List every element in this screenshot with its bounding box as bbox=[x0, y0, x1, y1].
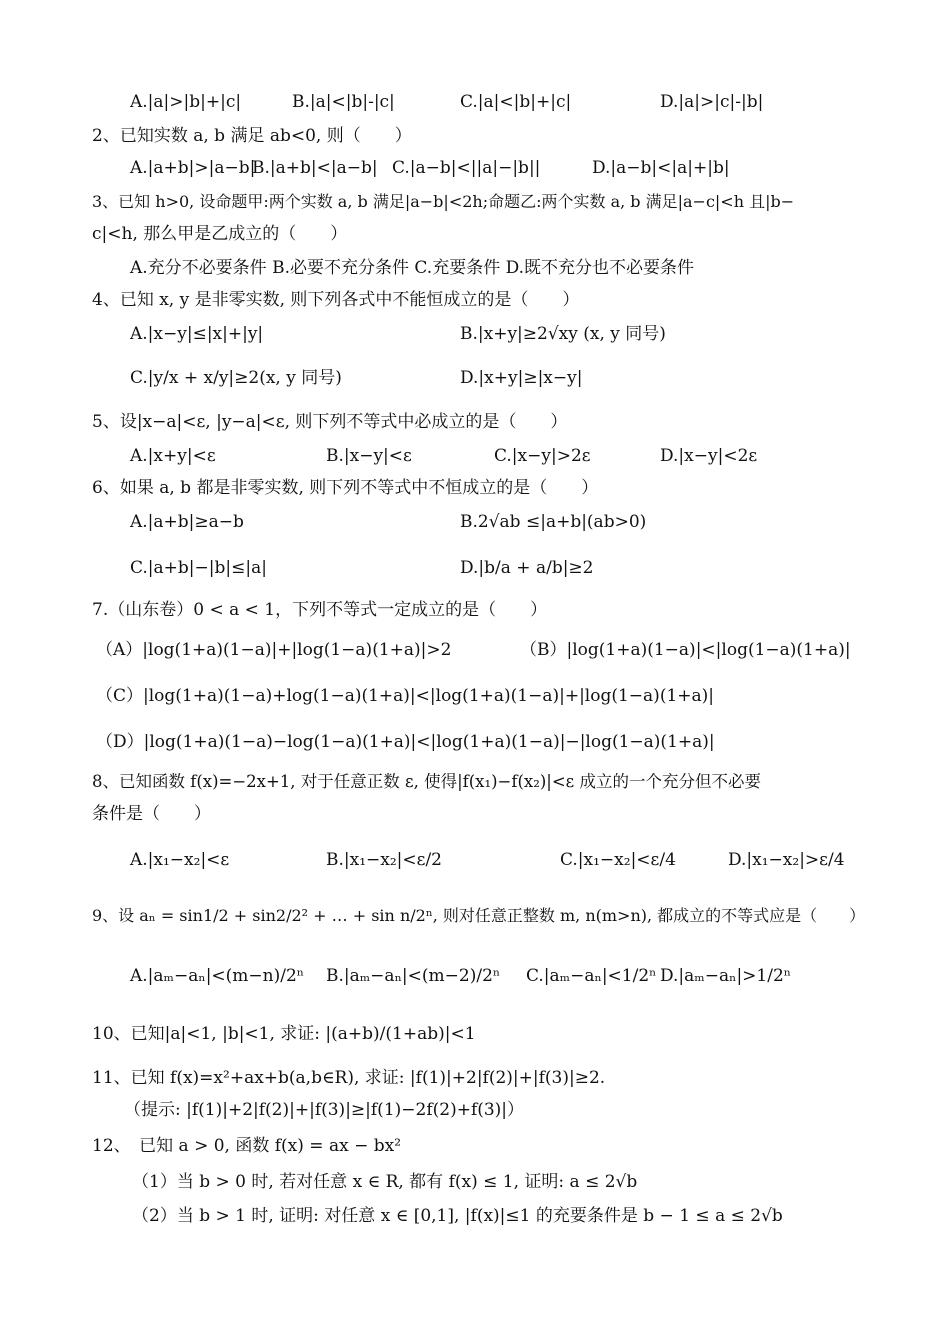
q5-stem: 5、设|x−a|<ε, |y−a|<ε, 则下列不等式中必成立的是（ ） bbox=[92, 412, 568, 432]
q6-option-c: C.|a+b|−|b|≤|a| bbox=[130, 558, 267, 578]
q7-option-b: （B）|log(1+a)(1−a)|<|log(1−a)(1+a)| bbox=[520, 640, 851, 660]
q12-stem: 12、 已知 a > 0, 函数 f(x) = ax − bx² bbox=[92, 1136, 402, 1156]
q8-option-d: D.|x₁−x₂|>ε/4 bbox=[728, 850, 845, 870]
q4-option-c: C.|y/x + x/y|≥2(x, y 同号) bbox=[130, 368, 342, 388]
q2-option-c: C.|a−b|<||a|−|b|| bbox=[392, 158, 541, 178]
q5-option-c: C.|x−y|>2ε bbox=[494, 446, 591, 466]
q4-stem: 4、已知 x, y 是非零实数, 则下列各式中不能恒成立的是（ ） bbox=[92, 290, 580, 310]
q9-option-c: C.|aₘ−aₙ|<1/2ⁿ bbox=[526, 966, 657, 986]
q4-option-a: A.|x−y|≤|x|+|y| bbox=[130, 324, 264, 344]
q2-option-b: B.|a+b|<|a−b| bbox=[252, 158, 378, 178]
q7-stem: 7.（山东卷）0 < a < 1，下列不等式一定成立的是（ ） bbox=[92, 600, 548, 620]
q3-stem-line2: c|<h, 那么甲是乙成立的（ ） bbox=[92, 224, 348, 244]
q9-option-b: B.|aₘ−aₙ|<(m−2)/2ⁿ bbox=[326, 966, 501, 986]
q3-stem-line1: 3、已知 h>0, 设命题甲:两个实数 a, b 满足|a−b|<2h;命题乙:两个实数 a, b 满足|a−c|<h 且|b− bbox=[92, 192, 795, 211]
q5-option-a: A.|x+y|<ε bbox=[130, 446, 216, 466]
q8-option-b: B.|x₁−x₂|<ε/2 bbox=[326, 850, 442, 870]
q1-option-d: D.|a|>|c|-|b| bbox=[660, 92, 764, 112]
q10-stem: 10、已知|a|<1, |b|<1, 求证: |(a+b)/(1+ab)|<1 bbox=[92, 1024, 476, 1044]
q5-option-b: B.|x−y|<ε bbox=[326, 446, 412, 466]
q4-option-b: B.|x+y|≥2√xy (x, y 同号) bbox=[460, 324, 666, 344]
q6-stem: 6、如果 a, b 都是非零实数, 则下列不等式中不恒成立的是（ ） bbox=[92, 478, 599, 498]
q9-option-a: A.|aₘ−aₙ|<(m−n)/2ⁿ bbox=[130, 966, 305, 986]
q9-option-d: D.|aₘ−aₙ|>1/2ⁿ bbox=[660, 966, 792, 986]
q2-option-a: A.|a+b|>|a−b| bbox=[130, 158, 256, 178]
q7-option-d: （D）|log(1+a)(1−a)−log(1−a)(1+a)|<|log(1+a)(1−a)|−|log(1−a)(1+a)| bbox=[96, 732, 715, 752]
q7-option-a: （A）|log(1+a)(1−a)|+|log(1−a)(1+a)|>2 bbox=[96, 640, 452, 660]
q6-option-d: D.|b/a + a/b|≥2 bbox=[460, 558, 594, 578]
q11-hint: （提示: |f(1)|+2|f(2)|+|f(3)|≥|f(1)−2f(2)+f(3)|） bbox=[124, 1100, 525, 1120]
q12-part1: （1）当 b > 0 时, 若对任意 x ∈ R, 都有 f(x) ≤ 1, 证明: a ≤ 2√b bbox=[132, 1172, 638, 1192]
q6-option-a: A.|a+b|≥a−b bbox=[130, 512, 244, 532]
q1-option-b: B.|a|<|b|-|c| bbox=[292, 92, 395, 112]
q2-stem: 2、已知实数 a, b 满足 ab<0, 则（ ） bbox=[92, 126, 412, 146]
q5-option-d: D.|x−y|<2ε bbox=[660, 446, 758, 466]
q12-part2: （2）当 b > 1 时, 证明: 对任意 x ∈ [0,1], |f(x)|≤1 的充要条件是 b − 1 ≤ a ≤ 2√b bbox=[132, 1206, 783, 1226]
q11-stem: 11、已知 f(x)=x²+ax+b(a,b∈R), 求证: |f(1)|+2|f(2)|+|f(3)|≥2. bbox=[92, 1068, 606, 1088]
q4-option-d: D.|x+y|≥|x−y| bbox=[460, 368, 583, 388]
q6-option-b: B.2√ab ≤|a+b|(ab>0) bbox=[460, 512, 647, 532]
q1-option-c: C.|a|<|b|+|c| bbox=[460, 92, 572, 112]
q2-option-d: D.|a−b|<|a|+|b| bbox=[592, 158, 730, 178]
q9-stem: 9、设 aₙ = sin1/2 + sin2/2² + … + sin n/2ⁿ, 则对任意正整数 m, n(m>n), 都成立的不等式应是（ ） bbox=[92, 906, 866, 925]
q8-stem-line1: 8、已知函数 f(x)=−2x+1, 对于任意正数 ε, 使得|f(x₁)−f(x₂)|<ε 成立的一个充分但不必要 bbox=[92, 772, 761, 791]
q8-option-a: A.|x₁−x₂|<ε bbox=[130, 850, 230, 870]
q3-options: A.充分不必要条件 B.必要不充分条件 C.充要条件 D.既不充分也不必要条件 bbox=[130, 258, 695, 278]
q8-option-c: C.|x₁−x₂|<ε/4 bbox=[560, 850, 676, 870]
q8-stem-line2: 条件是（ ） bbox=[92, 804, 211, 824]
q7-option-c: （C）|log(1+a)(1−a)+log(1−a)(1+a)|<|log(1+a)(1−a)|+|log(1−a)(1+a)| bbox=[96, 686, 715, 706]
q1-option-a: A.|a|>|b|+|c| bbox=[130, 92, 242, 112]
